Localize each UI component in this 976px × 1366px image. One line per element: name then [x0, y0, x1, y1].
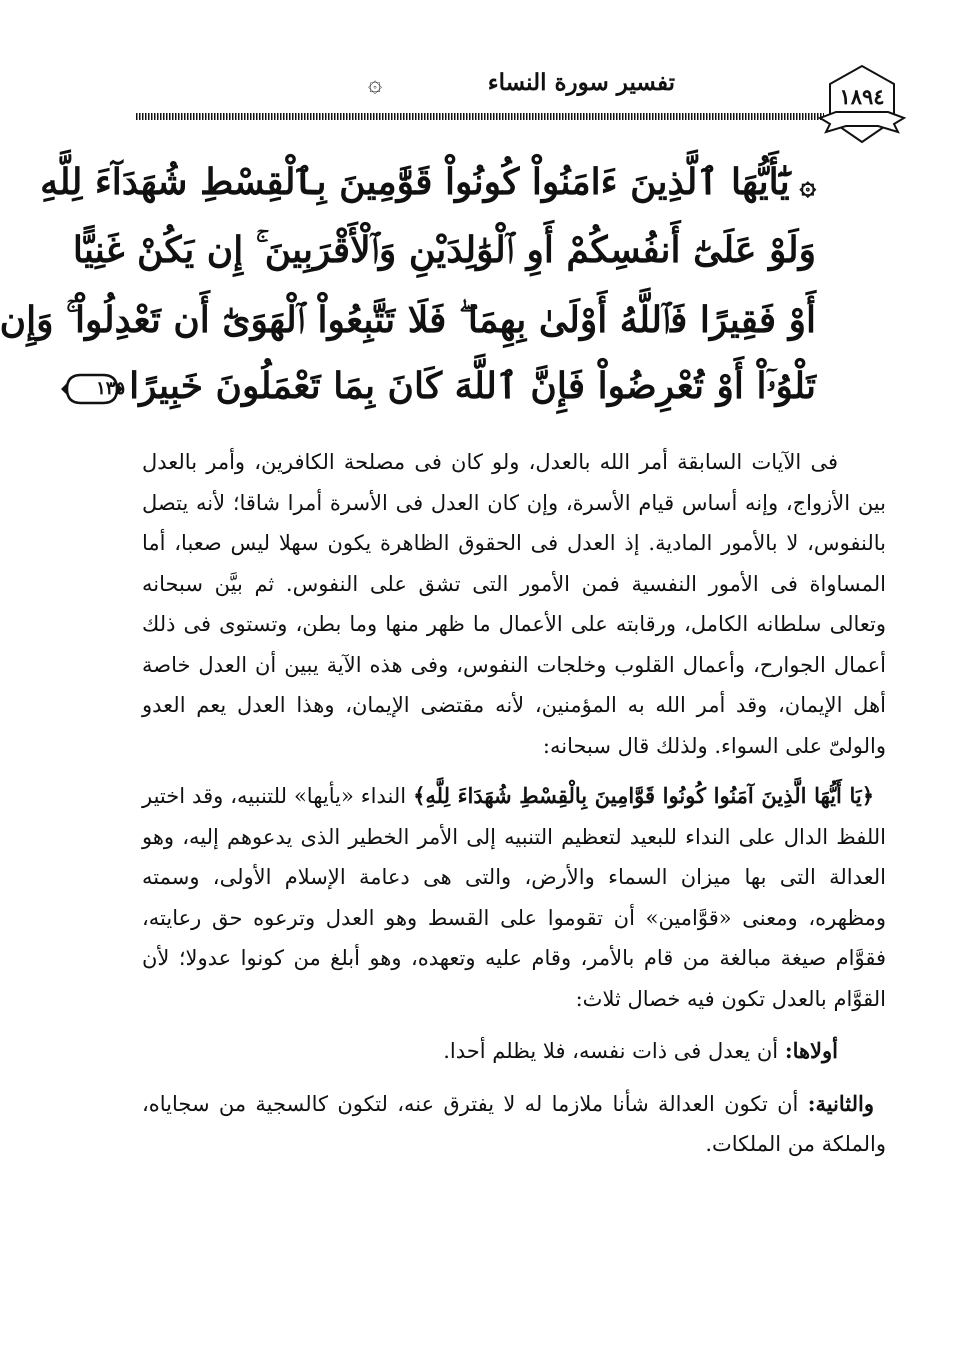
ayah-number-marker	[59, 369, 125, 409]
verse-line-1-text: يَٰٓأَيُّهَا ٱلَّذِينَ ءَامَنُواْ كُونُواْ قَوَّٰمِينَ بِٱلْقِسْطِ شُهَدَآءَ لِلَّهِ	[40, 161, 790, 203]
point-first-text: أن يعدل فى ذات نفسه، فلا يظلم أحدا.	[443, 1039, 785, 1063]
commentary-body	[142, 442, 886, 1165]
verse-line-4	[96, 358, 816, 414]
verse-line-4-text: تَلْوُۥٓاْ أَوْ تُعْرِضُواْ فَإِنَّ ٱللَّهَ كَانَ بِمَا تَعْمَلُونَ خَبِيرًا	[129, 365, 816, 407]
point-second-label: والثانية:	[807, 1090, 874, 1116]
running-header-title: تفسير سورة النساء	[487, 69, 675, 96]
commentary-paragraph-1: فى الآيات السابقة أمر الله بالعدل، ولو كان فى مصلحة الكافرين، وأمر بالعدل بين الأزواج، وإنه أساس قيام الأسرة، وإن كان العدل فى الأسرة أمرا شاقا؛ لأنه يتصل بالنفوس، لا بالأمور المادية. إذ العدل فى الحقوق الظاهرة يكون سهلا ليس صعبا، أما المساواة فى الأمور النفسية فمن الأمور التى تشق على النفوس. ثم بيَّن سبحانه وتعالى سلطانه الكامل، ورقابته على الأعمال ما ظهر منها وما بطن، وتستوى فى ذلك أعمال الجوارح، وأعمال القلوب وخلجات النفوس، وفى هذه الآية يبين أن العدل خاصة أهل الإيمان، وقد أمر الله به المؤمنين، لأنه مقتضى الإيمان، وهذا العدل يعم العدو والولىّ على السواء. ولذلك قال سبحانه:	[142, 450, 886, 758]
header-ornament-icon: ۞	[367, 69, 383, 97]
point-second-text: أن تكون العدالة شأنا ملازما له لا يفترق عنه، لتكون كالسجية من سجاياه، والملكة من الملكات.	[142, 1091, 886, 1156]
header-rule	[136, 113, 824, 120]
verse-line-3: أَوْ فَقِيرًا فَٱللَّهُ أَوْلَىٰ بِهِمَا ۖ فَلَا تَتَّبِعُواْ ٱلْهَوَىٰٓ أَن تَعْدِلُواْ ۚ وَإِن	[0, 299, 816, 341]
verse-line-2: وَلَوْ عَلَىٰٓ أَنفُسِكُمْ أَوِ ٱلْوَٰلِدَيْنِ وَٱلْأَقْرَبِينَ ۚ إِن يَكُنْ غَنِيًّا	[72, 229, 816, 271]
commentary-paragraph-2-text: النداء «يأيها» للتنبيه، وقد اختير اللفظ الدال على النداء للبعيد لتعظيم التنبيه إلى الأمر الخطير الذى يدعوهم إليه، وهو العدالة التى بها ميزان السماء والأرض، والتى هى دعامة الإسلام الأولى، وسمته ومظهره، ومعنى «قوَّامين» أن تقوموا على القسط وهو العدل وترعوه حق رعايته، فقوَّام صيغة مبالغة من قام بالأمر، وقام عليه وتعهده، وهو أبلغ من كونوا عدولا؛ لأن القوَّام بالعدل تكون فيه خصال ثلاث:	[142, 784, 886, 1011]
ayah-number: ١٣٥	[96, 378, 126, 399]
point-first	[142, 1031, 886, 1072]
commentary-paragraph-2	[142, 776, 886, 1019]
quran-verse-block	[0, 148, 816, 430]
point-second	[142, 1084, 886, 1165]
page-number: ١٨٩٤	[839, 84, 885, 109]
verse-start-mark-icon: ۞	[799, 168, 816, 201]
verse-line-1	[40, 154, 816, 210]
quoted-verse: ﴿يَا أَيُّهَا الَّذِينَ آمَنُوا كُونُوا قَوَّامِينَ بِالْقِسْطِ شُهَدَاءَ لِلَّهِ﴾	[413, 783, 874, 808]
point-first-label: أولاها:	[784, 1038, 838, 1063]
